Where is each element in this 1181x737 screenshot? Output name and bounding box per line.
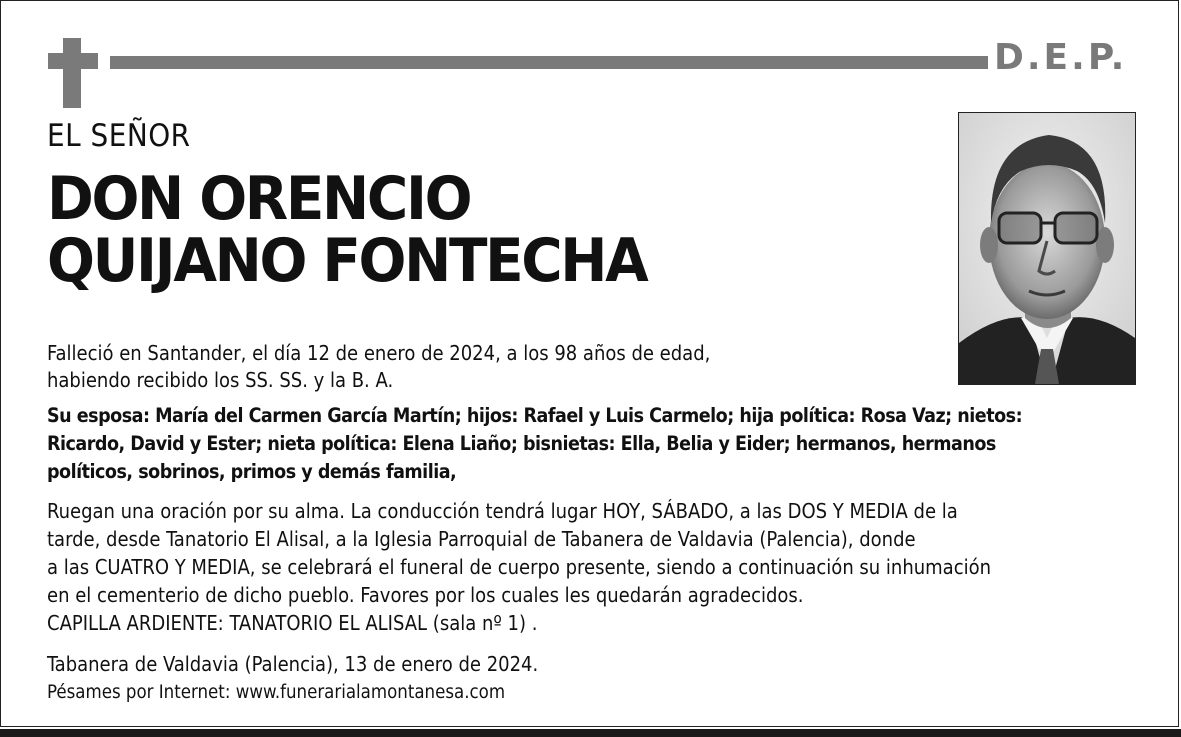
death-notice [47,340,807,394]
service-details [47,497,1137,637]
service-line: en el cementerio de dicho pueblo. Favores por los cuales les quedarán agradecidos. [47,583,804,607]
deceased-name [47,164,647,296]
service-line: a las CUATRO Y MEDIA, se celebrará el funeral de cuerpo presente, siendo a continuación su inhumación [47,555,992,579]
family-line: Su esposa: María del Carmen García Martín; hijos: Rafael y Luis Carmelo; hija política: Rosa Vaz; nietos: [47,404,1023,427]
dep-label: D.E.P. [994,37,1128,78]
service-line: Ruegan una oración por su alma. La conducción tendrá lugar HOY, SÁBADO, a las DOS Y MEDIA de la [47,499,958,523]
place-date: Tabanera de Valdavia (Palencia), 13 de enero de 2024. [47,652,539,676]
header-rule [110,56,988,69]
cross-vertical [63,38,81,108]
death-notice-line: habiendo recibido los SS. SS. y la B. A. [47,368,394,392]
family-line: políticos, sobrinos, primos y demás familia, [47,460,457,483]
condolences-web: Pésames por Internet: www.funerarialamontanesa.com [47,682,506,703]
family-line: Ricardo, David y Ester; nieta política: Elena Liaño; bisnietas: Ella, Belia y Eider; hermanos, hermanos [47,432,996,455]
name-line-2: QUIJANO FONTECHA [47,226,647,296]
bottom-rule [0,729,1181,737]
name-line-1: DON ORENCIO [47,164,471,234]
cross-horizontal [48,53,98,69]
honorific: EL SEÑOR [47,118,191,154]
death-notice-line: Falleció en Santander, el día 12 de enero de 2024, a los 98 años de edad, [47,341,711,365]
service-line: tarde, desde Tanatorio El Alisal, a la Iglesia Parroquial de Tabanera de Valdavia (Palencia), donde [47,527,916,551]
portrait-photo [958,112,1136,385]
service-line: CAPILLA ARDIENTE: TANATORIO EL ALISAL (sala nº 1) . [47,611,538,635]
family-list [47,402,1127,486]
